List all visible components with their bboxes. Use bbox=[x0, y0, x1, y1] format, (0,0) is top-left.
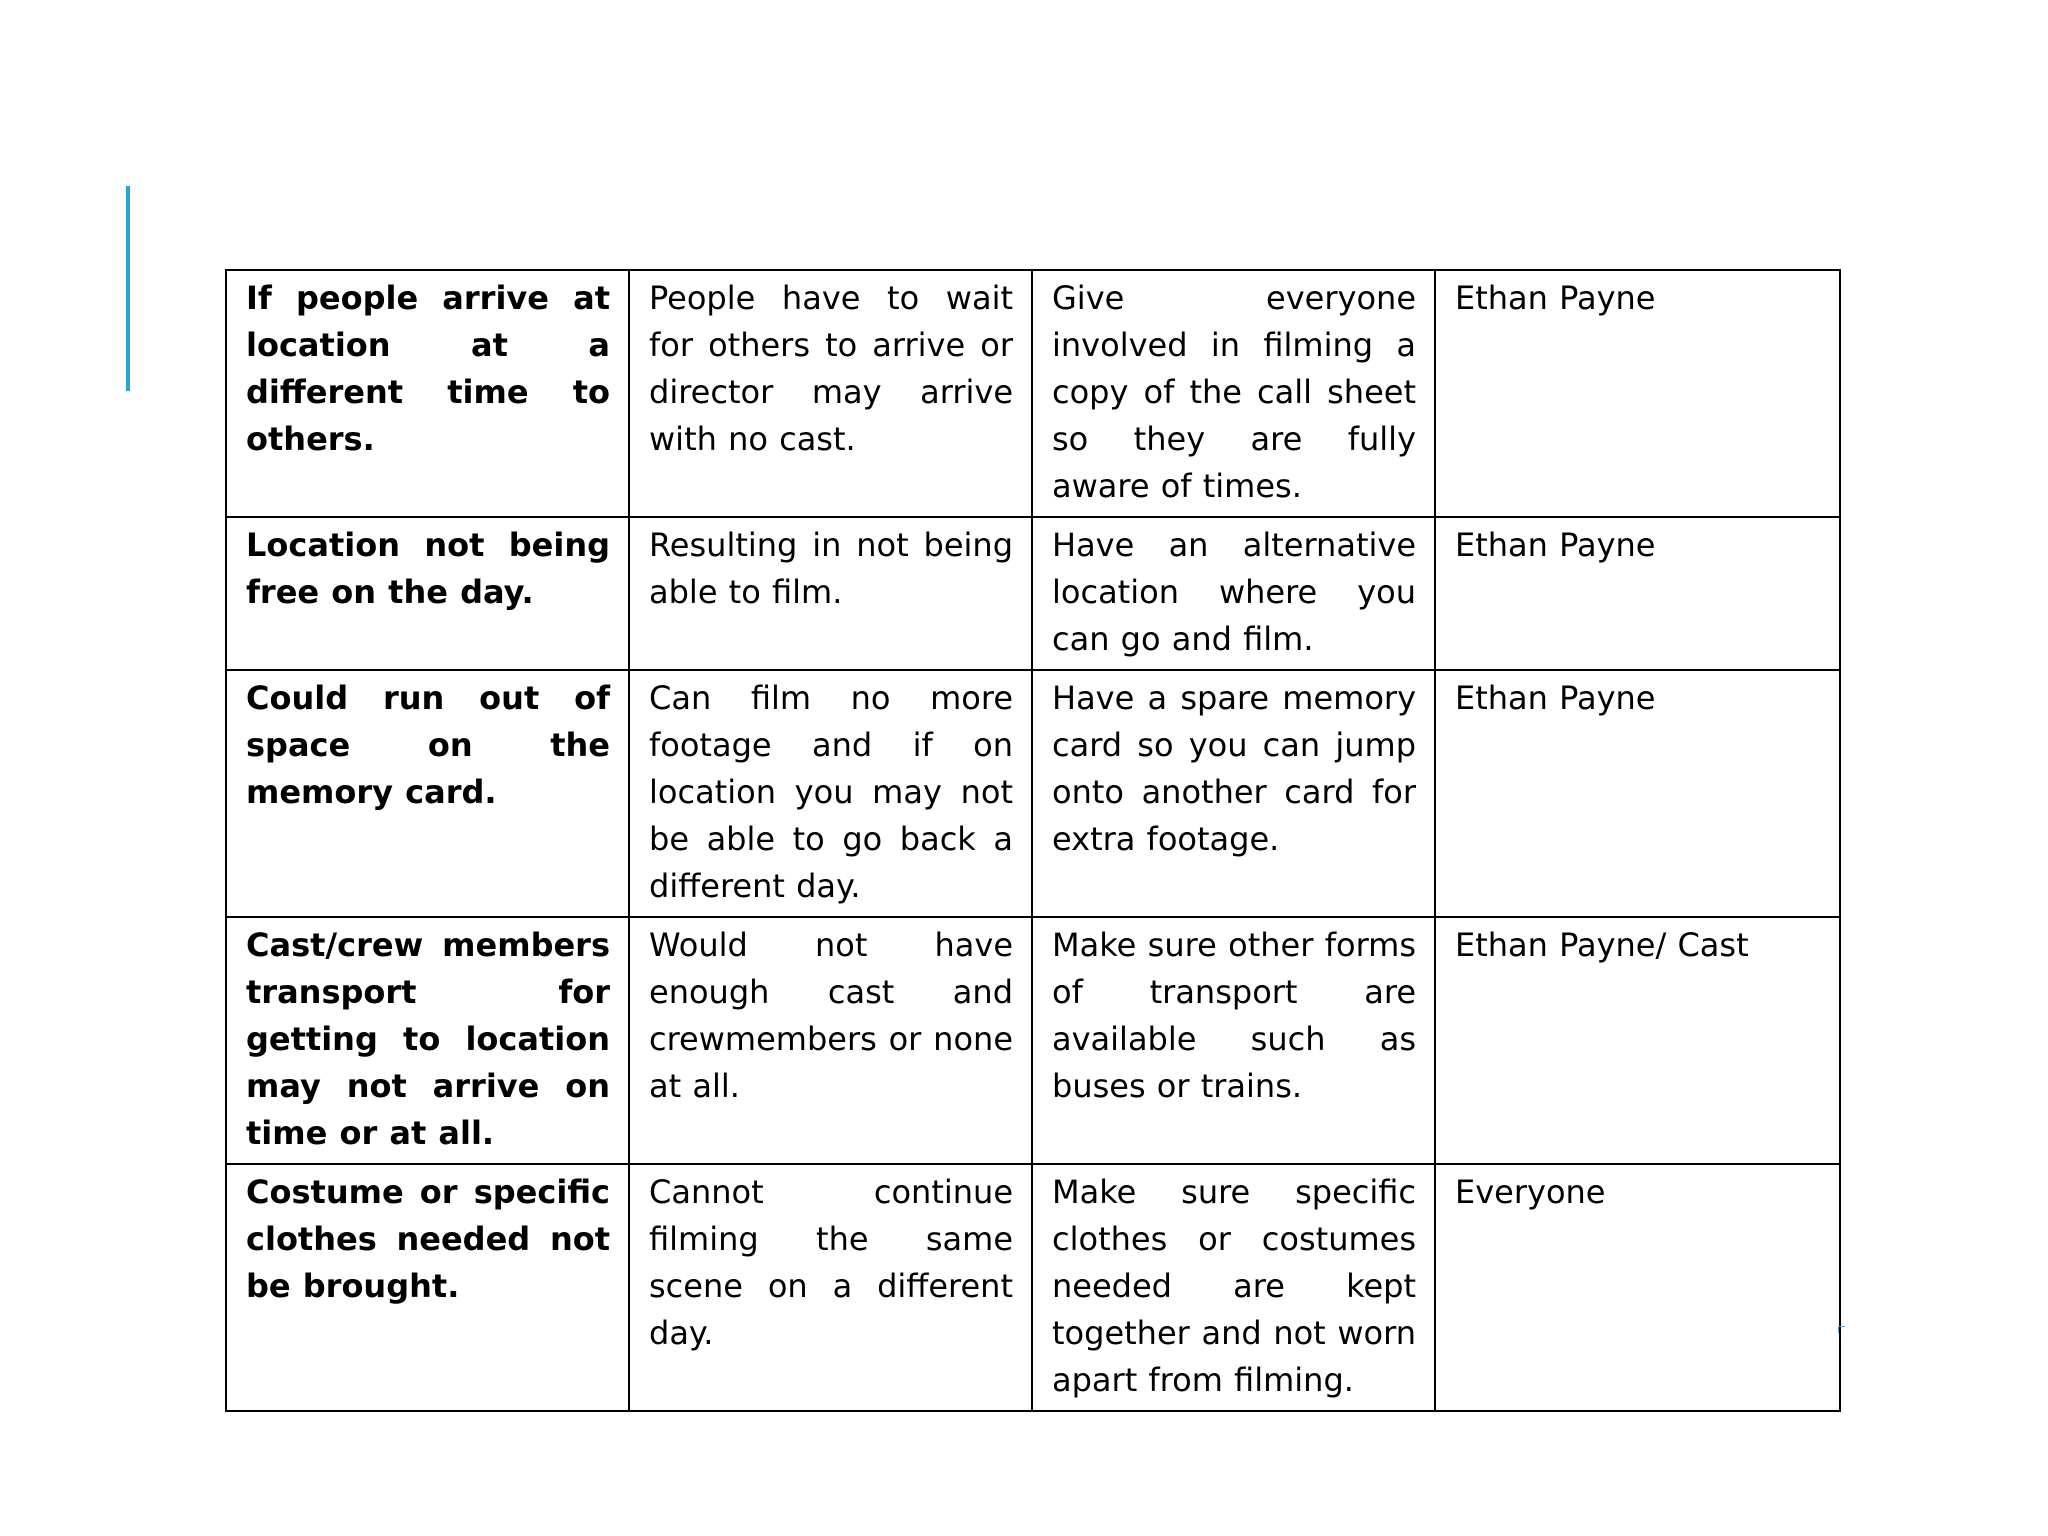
solution-cell: Have an alternative location where you can go and film. bbox=[1032, 517, 1435, 670]
owner-cell: Everyone bbox=[1435, 1164, 1840, 1411]
consequence-cell: Would not have enough cast and crewmembers or none at all. bbox=[629, 917, 1032, 1164]
table-row bbox=[226, 1164, 1840, 1411]
risk-cell: Costume or specific clothes needed not be brought. bbox=[226, 1164, 629, 1411]
risk-cell: Cast/crew members transport for getting to location may not arrive on time or at all. bbox=[226, 917, 629, 1164]
solution-cell: Make sure specific clothes or costumes needed are kept together and not worn apart from filming. bbox=[1032, 1164, 1435, 1411]
risk-cell: Location not being free on the day. bbox=[226, 517, 629, 670]
solution-cell: Have a spare memory card so you can jump onto another card for extra footage. bbox=[1032, 670, 1435, 917]
table-row bbox=[226, 917, 1840, 1164]
table-row bbox=[226, 270, 1840, 517]
owner-cell: Ethan Payne bbox=[1435, 670, 1840, 917]
risk-cell: If people arrive at location at a different time to others. bbox=[226, 270, 629, 517]
consequence-cell: Resulting in not being able to film. bbox=[629, 517, 1032, 670]
slide-accent-bar bbox=[126, 186, 130, 391]
table-row bbox=[226, 670, 1840, 917]
risk-assessment-table bbox=[225, 269, 1841, 1412]
consequence-cell: Cannot continue filming the same scene on a different day. bbox=[629, 1164, 1032, 1411]
consequence-cell: Can film no more footage and if on location you may not be able to go back a different day. bbox=[629, 670, 1032, 917]
owner-cell: Ethan Payne bbox=[1435, 270, 1840, 517]
solution-cell: Give everyone involved in filming a copy of the call sheet so they are fully aware of times. bbox=[1032, 270, 1435, 517]
owner-cell: Ethan Payne bbox=[1435, 517, 1840, 670]
table-row bbox=[226, 517, 1840, 670]
consequence-cell: People have to wait for others to arrive or director may arrive with no cast. bbox=[629, 270, 1032, 517]
solution-cell: Make sure other forms of transport are available such as buses or trains. bbox=[1032, 917, 1435, 1164]
owner-cell: Ethan Payne/ Cast bbox=[1435, 917, 1840, 1164]
risk-cell: Could run out of space on the memory card. bbox=[226, 670, 629, 917]
corner-mark bbox=[1838, 1326, 1845, 1333]
